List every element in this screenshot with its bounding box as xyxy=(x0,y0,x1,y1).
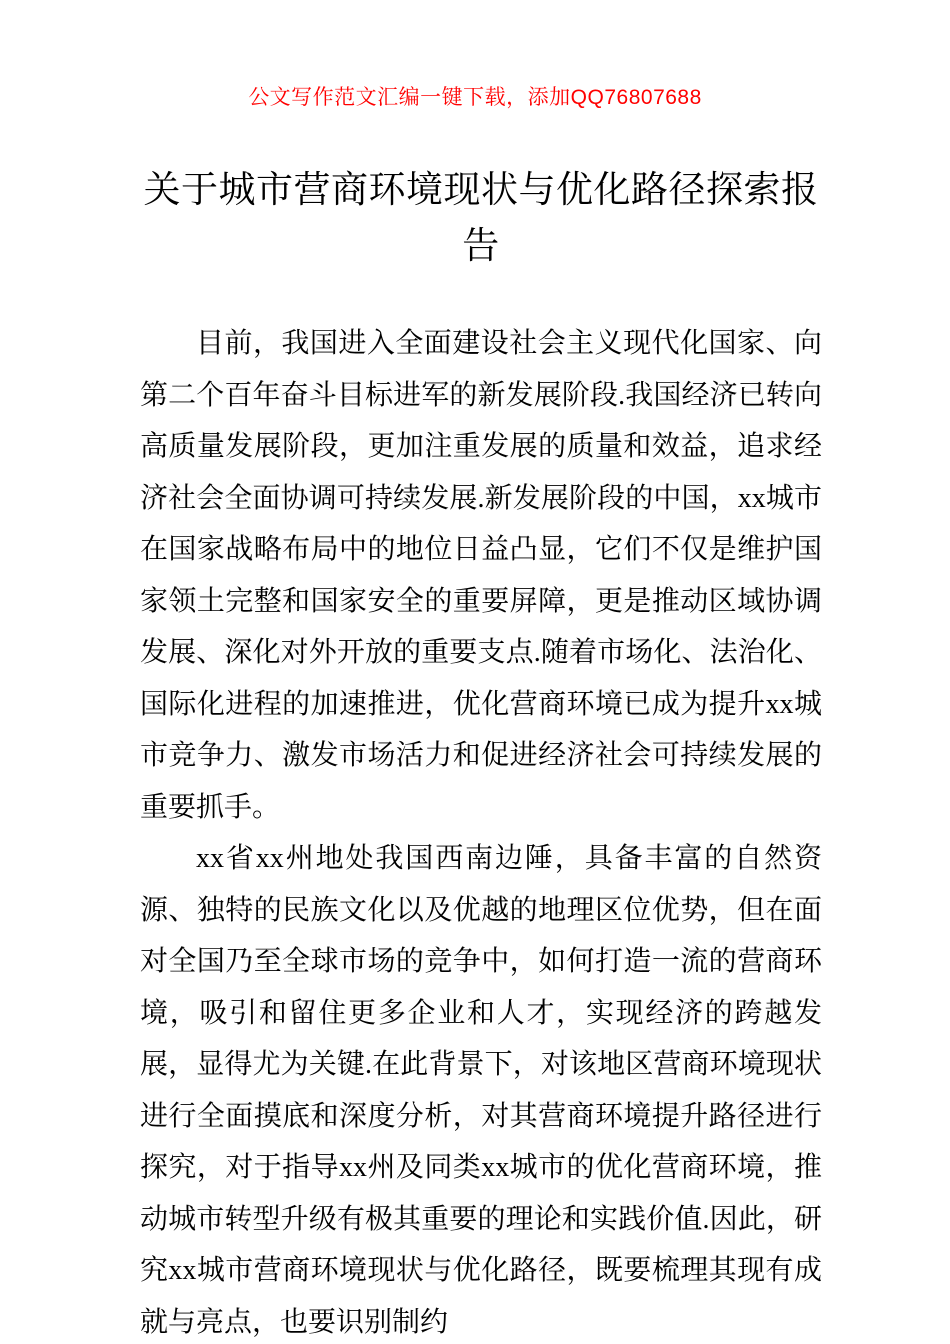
body-paragraph-2: xx省xx州地处我国西南边陲，具备丰富的自然资源、独特的民族文化以及优越的地理区位优势，但在面对全国乃至全球市场的竞争中，如何打造一流的营商环境，吸引和留住更多企业和人才，实现经济的跨越发展，显得尤为关键.在此背景下，对该地区营商环境现状进行全面摸底和深度分析，对其营商环境提升路径进行探究，对于指导xx州及同类xx城市的优化营商环境，推动城市转型升级有极其重要的理论和实践价值.因此，研究xx城市营商环境现状与优化路径，既要梳理其现有成就与亮点，也要识别制约 xyxy=(140,843,822,1338)
document-body xyxy=(140,318,822,1344)
body-paragraph-1: 目前，我国进入全面建设社会主义现代化国家、向第二个百年奋斗目标进军的新发展阶段.我国经济已转向高质量发展阶段，更加注重发展的质量和效益，追求经济社会全面协调可持续发展.新发展阶段的中国，xx城市在国家战略布局中的地位日益凸显，它们不仅是维护国家领土完整和国家安全的重要屏障，更是推动区域协调发展、深化对外开放的重要支点.随着市场化、法治化、国际化进程的加速推进，优化营商环境已成为提升xx城市竞争力、激发市场活力和促进经济社会可持续发展的重要抓手。 xyxy=(140,328,822,823)
page-title: 关于城市营商环境现状与优化路径探索报告 xyxy=(143,169,819,266)
promo-banner: 公文写作范文汇编一键下载，添加QQ76807688 xyxy=(248,86,702,109)
